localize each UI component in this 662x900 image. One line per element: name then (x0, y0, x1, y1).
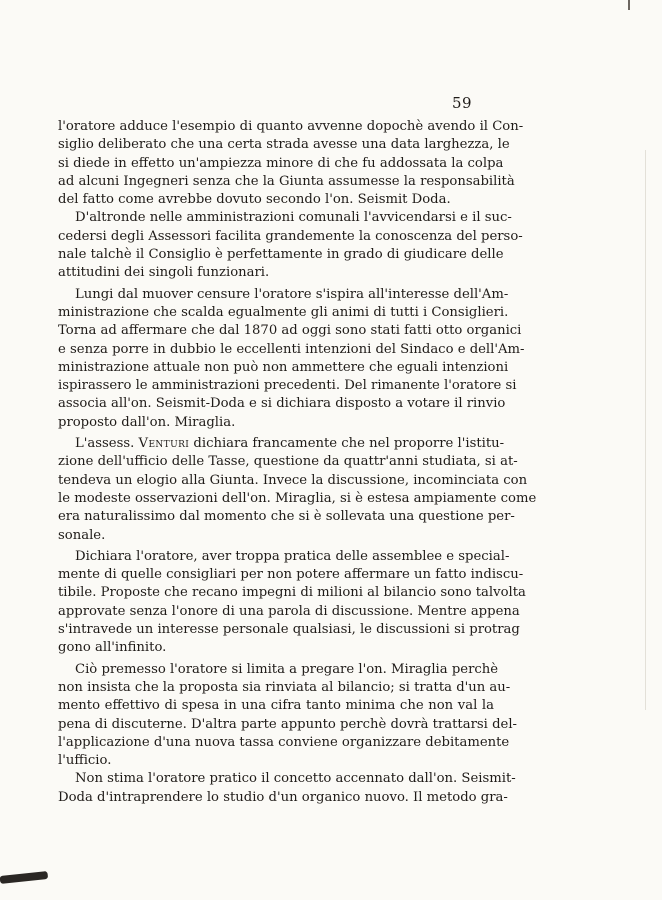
text-line: mente di quelle consigliari per non potere affermare un fatto indiscu- (58, 567, 524, 583)
paragraph (58, 209, 523, 282)
text-line: tibile. Proposte che recano impegni di milioni al bilancio sono talvolta (58, 585, 526, 601)
text-line (58, 435, 505, 453)
scan-edge (645, 150, 646, 710)
text-line: ad alcuni Ingegneri senza che la Giunta assumesse la responsabilità (58, 173, 515, 189)
text-line: gono all'infinito. (58, 640, 167, 656)
text-line: Lungi dal muover censure l'oratore s'ispira all'interesse dell'Am- (75, 286, 509, 302)
text-line: pena di discuterne. D'altra parte appunto perchè dovrà trattarsi del- (58, 716, 517, 732)
text-line: cedersi degli Assessori facilita grandemente la conoscenza del perso- (58, 228, 523, 244)
text-line: si diede in effetto un'ampiezza minore di che fu addossata la colpa (58, 155, 504, 171)
text-line: attitudini dei singoli funzionari. (58, 265, 270, 281)
paragraph (58, 118, 524, 209)
text-line: siglio deliberato che una certa strada avesse una data larghezza, le (58, 137, 510, 153)
text-line: l'applicazione d'una nuova tassa conviene organizzare debitamente (58, 734, 510, 750)
text-line: del fatto come avrebbe dovuto secondo l'on. Seismit Doda. (58, 192, 451, 208)
text-line: Non stima l'oratore pratico il concetto accennato dall'on. Seismit- (75, 771, 516, 787)
text-line: le modeste osservazioni dell'on. Miraglia, si è estesa ampiamente come (58, 490, 537, 506)
speaker-name: Venturi (138, 436, 190, 452)
text-line: zione dell'ufficio delle Tasse, questione da quattr'anni studiata, si at- (58, 454, 518, 470)
text-line: era naturalissimo dal momento che si è sollevata una questione per- (58, 509, 515, 525)
text-line: associa all'on. Seismit-Doda e si dichiara disposto a votare il rinvio (58, 396, 506, 412)
text-line: tendeva un elogio alla Giunta. Invece la discussione, incominciata con (58, 472, 528, 488)
speaker-title: L'assess. (75, 436, 135, 452)
text-line: non insista che la proposta sia rinviata al bilancio; si tratta d'un au- (58, 679, 511, 695)
page-number: 59 (452, 94, 473, 112)
text-line: nale talchè il Consiglio è perfettamente in grado di giudicare delle (58, 247, 504, 263)
paragraph (58, 770, 516, 807)
scan-mark (628, 0, 630, 10)
text-line: l'ufficio. (58, 753, 112, 769)
text-line: sonale. (58, 527, 106, 543)
text-line: ministrazione attuale non può non ammettere che eguali intenzioni (58, 359, 509, 375)
text-line: proposto dall'on. Miraglia. (58, 414, 236, 430)
paragraph (58, 661, 517, 771)
paragraph (58, 548, 526, 658)
text-run: dichiara francamente che nel proporre l'istitu- (193, 436, 505, 452)
text-line: approvate senza l'onore di una parola di discussione. Mentre appena (58, 603, 520, 619)
text-line: Doda d'intraprendere lo studio d'un organico nuovo. Il metodo gra- (58, 789, 508, 805)
scan-smudge (0, 871, 48, 884)
text-line: e senza porre in dubbio le eccellenti intenzioni del Sindaco e dell'Am- (58, 341, 525, 357)
text-line: mento effettivo di spesa in una cifra tanto minima che non val la (58, 698, 494, 714)
text-line: s'intravede un interesse personale qualsiasi, le discussioni si protrag (58, 622, 520, 638)
paragraph (58, 286, 525, 432)
text-line: D'altronde nelle amministrazioni comunali l'avvicendarsi e il suc- (75, 210, 512, 226)
body-text (58, 118, 537, 807)
text-line: l'oratore adduce l'esempio di quanto avvenne dopochè avendo il Con- (58, 119, 524, 134)
text-line: Torna ad affermare che dal 1870 ad oggi sono stati fatti otto organici (58, 323, 522, 339)
text-line: ispirassero le amministrazioni precedenti. Del rimanente l'oratore si (58, 378, 517, 394)
text-line: Dichiara l'oratore, aver troppa pratica delle assemblee e special- (75, 548, 510, 564)
text-line: ministrazione che scalda egualmente gli animi di tutti i Consiglieri. (58, 304, 509, 320)
text-line: Ciò premesso l'oratore si limita a pregare l'on. Miraglia perchè (75, 661, 499, 677)
paragraph (58, 435, 537, 545)
